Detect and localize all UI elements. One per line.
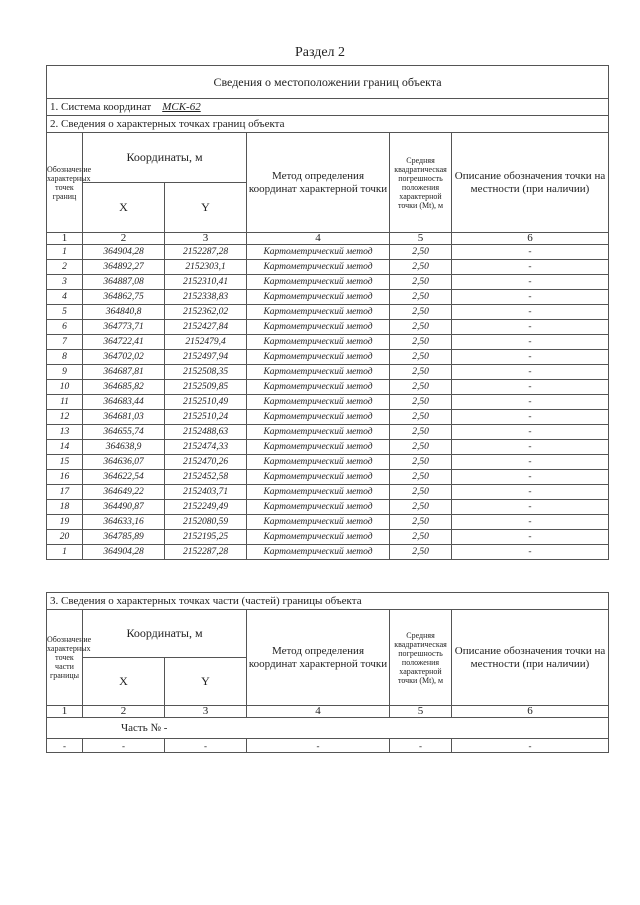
- col-number: 3: [165, 706, 247, 718]
- header-coords: Координаты, м: [83, 610, 247, 658]
- table-row: [47, 515, 609, 530]
- cell-n: 1: [47, 545, 83, 560]
- cell-desc: -: [452, 545, 609, 560]
- col-number: 5: [390, 233, 452, 245]
- empty-cell: -: [47, 739, 83, 753]
- cell-y: 2152509,85: [165, 380, 247, 395]
- header-point-label: Обозначение характерных точек границ: [47, 133, 83, 233]
- cell-mt: 2,50: [390, 380, 452, 395]
- cell-desc: -: [452, 290, 609, 305]
- table-row: [47, 350, 609, 365]
- cell-desc: -: [452, 350, 609, 365]
- cell-y: 2152310,41: [165, 275, 247, 290]
- cell-desc: -: [452, 380, 609, 395]
- cell-n: 10: [47, 380, 83, 395]
- cell-method: Картометрический метод: [247, 335, 390, 350]
- cell-desc: -: [452, 260, 609, 275]
- cell-x: 364785,89: [83, 530, 165, 545]
- cell-x: 364702,02: [83, 350, 165, 365]
- table-row: [47, 245, 609, 260]
- table-row: [47, 485, 609, 500]
- cell-n: 3: [47, 275, 83, 290]
- cell-desc: -: [452, 320, 609, 335]
- cell-mt: 2,50: [390, 530, 452, 545]
- cell-method: Картометрический метод: [247, 530, 390, 545]
- table-row: [47, 305, 609, 320]
- cell-method: Картометрический метод: [247, 305, 390, 320]
- cell-method: Картометрический метод: [247, 245, 390, 260]
- cell-y: 2152470,26: [165, 455, 247, 470]
- header-coords: Координаты, м: [83, 133, 247, 183]
- cell-mt: 2,50: [390, 545, 452, 560]
- coord-system-label: 1. Система координат: [50, 101, 152, 113]
- cell-n: 18: [47, 500, 83, 515]
- page-heading: Раздел 2: [294, 45, 346, 60]
- cell-mt: 2,50: [390, 320, 452, 335]
- cell-mt: 2,50: [390, 335, 452, 350]
- column-number-row: [47, 706, 609, 718]
- cell-x: 364636,07: [83, 455, 165, 470]
- table-row: [47, 260, 609, 275]
- table-row: [47, 380, 609, 395]
- cell-method: Картометрический метод: [247, 410, 390, 425]
- cell-method: Картометрический метод: [247, 260, 390, 275]
- cell-y: 2152474,33: [165, 440, 247, 455]
- cell-y: 2152080,59: [165, 515, 247, 530]
- col-number: 2: [83, 706, 165, 718]
- column-number-row: [47, 233, 609, 245]
- cell-method: Картометрический метод: [247, 470, 390, 485]
- cell-mt: 2,50: [390, 485, 452, 500]
- table-row: [47, 290, 609, 305]
- col-number: 1: [47, 706, 83, 718]
- cell-x: 364892,27: [83, 260, 165, 275]
- cell-n: 17: [47, 485, 83, 500]
- table-row: [47, 320, 609, 335]
- col-number: 5: [390, 706, 452, 718]
- cell-x: 364649,22: [83, 485, 165, 500]
- coord-system-value: МСК-62: [162, 101, 201, 113]
- cell-x: 364904,28: [83, 545, 165, 560]
- cell-mt: 2,50: [390, 305, 452, 320]
- col-number: 3: [165, 233, 247, 245]
- cell-n: 12: [47, 410, 83, 425]
- col-number: 4: [247, 706, 390, 718]
- cell-desc: -: [452, 500, 609, 515]
- cell-x: 364840,8: [83, 305, 165, 320]
- cell-n: 7: [47, 335, 83, 350]
- table-row: [47, 365, 609, 380]
- cell-desc: -: [452, 485, 609, 500]
- cell-desc: -: [452, 440, 609, 455]
- cell-x: 364638,9: [83, 440, 165, 455]
- cell-x: 364687,81: [83, 365, 165, 380]
- cell-n: 1: [47, 245, 83, 260]
- cell-y: 2152403,71: [165, 485, 247, 500]
- points-table: [46, 65, 609, 560]
- cell-method: Картометрический метод: [247, 350, 390, 365]
- header-accuracy: Средняя квадратическая погрешность положения характерной точки (Mt), м: [390, 133, 452, 233]
- cell-desc: -: [452, 365, 609, 380]
- cell-y: 2152510,49: [165, 395, 247, 410]
- section3-title: 3. Сведения о характерных точках части (частей) границы объекта: [47, 593, 609, 610]
- cell-x: 364681,03: [83, 410, 165, 425]
- cell-mt: 2,50: [390, 290, 452, 305]
- cell-n: 4: [47, 290, 83, 305]
- empty-cell: -: [83, 739, 165, 753]
- table-row: [47, 455, 609, 470]
- cell-n: 9: [47, 365, 83, 380]
- cell-desc: -: [452, 245, 609, 260]
- table-row: [47, 395, 609, 410]
- empty-cell: -: [247, 739, 390, 753]
- cell-method: Картометрический метод: [247, 275, 390, 290]
- cell-y: 2152427,84: [165, 320, 247, 335]
- cell-n: 16: [47, 470, 83, 485]
- cell-mt: 2,50: [390, 515, 452, 530]
- header-point-label: Обозначение характерных точек части границы: [47, 610, 83, 706]
- cell-method: Картометрический метод: [247, 500, 390, 515]
- cell-y: 2152452,58: [165, 470, 247, 485]
- col-number: 2: [83, 233, 165, 245]
- cell-n: 5: [47, 305, 83, 320]
- header-description: Описание обозначения точки на местности (при наличии): [452, 610, 609, 706]
- cell-mt: 2,50: [390, 440, 452, 455]
- cell-mt: 2,50: [390, 245, 452, 260]
- coord-system-row: [47, 99, 609, 116]
- cell-desc: -: [452, 275, 609, 290]
- cell-method: Картометрический метод: [247, 290, 390, 305]
- header-method: Метод определения координат характерной точки: [247, 133, 390, 233]
- cell-n: 8: [47, 350, 83, 365]
- cell-n: 19: [47, 515, 83, 530]
- cell-n: 2: [47, 260, 83, 275]
- cell-n: 6: [47, 320, 83, 335]
- cell-method: Картометрический метод: [247, 545, 390, 560]
- cell-y: 2152510,24: [165, 410, 247, 425]
- header-method: Метод определения координат характерной точки: [247, 610, 390, 706]
- cell-x: 364683,44: [83, 395, 165, 410]
- cell-mt: 2,50: [390, 425, 452, 440]
- table-row: [47, 440, 609, 455]
- table-row: [47, 425, 609, 440]
- table-row: [47, 545, 609, 560]
- cell-y: 2152338,83: [165, 290, 247, 305]
- cell-n: 13: [47, 425, 83, 440]
- cell-desc: -: [452, 530, 609, 545]
- cell-desc: -: [452, 395, 609, 410]
- cell-method: Картометрический метод: [247, 395, 390, 410]
- cell-n: 20: [47, 530, 83, 545]
- empty-cell: -: [390, 739, 452, 753]
- header-x: X: [83, 658, 165, 706]
- cell-y: 2152488,63: [165, 425, 247, 440]
- part-points-table: [46, 592, 609, 753]
- cell-x: 364685,82: [83, 380, 165, 395]
- cell-desc: -: [452, 470, 609, 485]
- cell-x: 364622,54: [83, 470, 165, 485]
- cell-method: Картометрический метод: [247, 455, 390, 470]
- cell-method: Картометрический метод: [247, 515, 390, 530]
- cell-mt: 2,50: [390, 275, 452, 290]
- cell-desc: -: [452, 335, 609, 350]
- cell-y: 2152195,25: [165, 530, 247, 545]
- empty-cell: -: [452, 739, 609, 753]
- cell-mt: 2,50: [390, 455, 452, 470]
- cell-mt: 2,50: [390, 410, 452, 425]
- cell-desc: -: [452, 410, 609, 425]
- header-y: Y: [165, 658, 247, 706]
- points-body: [47, 245, 609, 560]
- table-row: [47, 470, 609, 485]
- cell-desc: -: [452, 515, 609, 530]
- cell-y: 2152287,28: [165, 545, 247, 560]
- cell-mt: 2,50: [390, 350, 452, 365]
- cell-method: Картометрический метод: [247, 425, 390, 440]
- cell-desc: -: [452, 305, 609, 320]
- cell-n: 14: [47, 440, 83, 455]
- cell-x: 364655,74: [83, 425, 165, 440]
- cell-method: Картометрический метод: [247, 365, 390, 380]
- table-caption: Сведения о местоположении границ объекта: [47, 66, 609, 99]
- cell-n: 11: [47, 395, 83, 410]
- cell-desc: -: [452, 455, 609, 470]
- cell-y: 2152249,49: [165, 500, 247, 515]
- empty-cell: -: [165, 739, 247, 753]
- cell-y: 2152497,94: [165, 350, 247, 365]
- table-row: [47, 335, 609, 350]
- col-number: 1: [47, 233, 83, 245]
- part-label: Часть № -: [47, 718, 609, 739]
- cell-method: Картометрический метод: [247, 440, 390, 455]
- table-row: [47, 530, 609, 545]
- table-row: [47, 410, 609, 425]
- header-accuracy: Средняя квадратическая погрешность положения характерной точки (Mt), м: [390, 610, 452, 706]
- col-number: 4: [247, 233, 390, 245]
- cell-y: 2152287,28: [165, 245, 247, 260]
- empty-row: [47, 739, 609, 753]
- table-row: [47, 500, 609, 515]
- cell-y: 2152479,4: [165, 335, 247, 350]
- header-x: X: [83, 183, 165, 233]
- cell-n: 15: [47, 455, 83, 470]
- cell-y: 2152303,1: [165, 260, 247, 275]
- table-row: [47, 275, 609, 290]
- section2-title: 2. Сведения о характерных точках границ объекта: [47, 116, 609, 133]
- header-description: Описание обозначения точки на местности (при наличии): [452, 133, 609, 233]
- cell-mt: 2,50: [390, 470, 452, 485]
- cell-mt: 2,50: [390, 395, 452, 410]
- cell-method: Картометрический метод: [247, 485, 390, 500]
- cell-mt: 2,50: [390, 365, 452, 380]
- cell-desc: -: [452, 425, 609, 440]
- cell-method: Картометрический метод: [247, 320, 390, 335]
- cell-x: 364633,16: [83, 515, 165, 530]
- cell-x: 364862,75: [83, 290, 165, 305]
- cell-method: Картометрический метод: [247, 380, 390, 395]
- cell-y: 2152508,35: [165, 365, 247, 380]
- cell-mt: 2,50: [390, 260, 452, 275]
- cell-x: 364722,41: [83, 335, 165, 350]
- col-number: 6: [452, 706, 609, 718]
- cell-x: 364490,87: [83, 500, 165, 515]
- cell-x: 364904,28: [83, 245, 165, 260]
- cell-mt: 2,50: [390, 500, 452, 515]
- col-number: 6: [452, 233, 609, 245]
- cell-y: 2152362,02: [165, 305, 247, 320]
- header-y: Y: [165, 183, 247, 233]
- cell-x: 364773,71: [83, 320, 165, 335]
- cell-x: 364887,08: [83, 275, 165, 290]
